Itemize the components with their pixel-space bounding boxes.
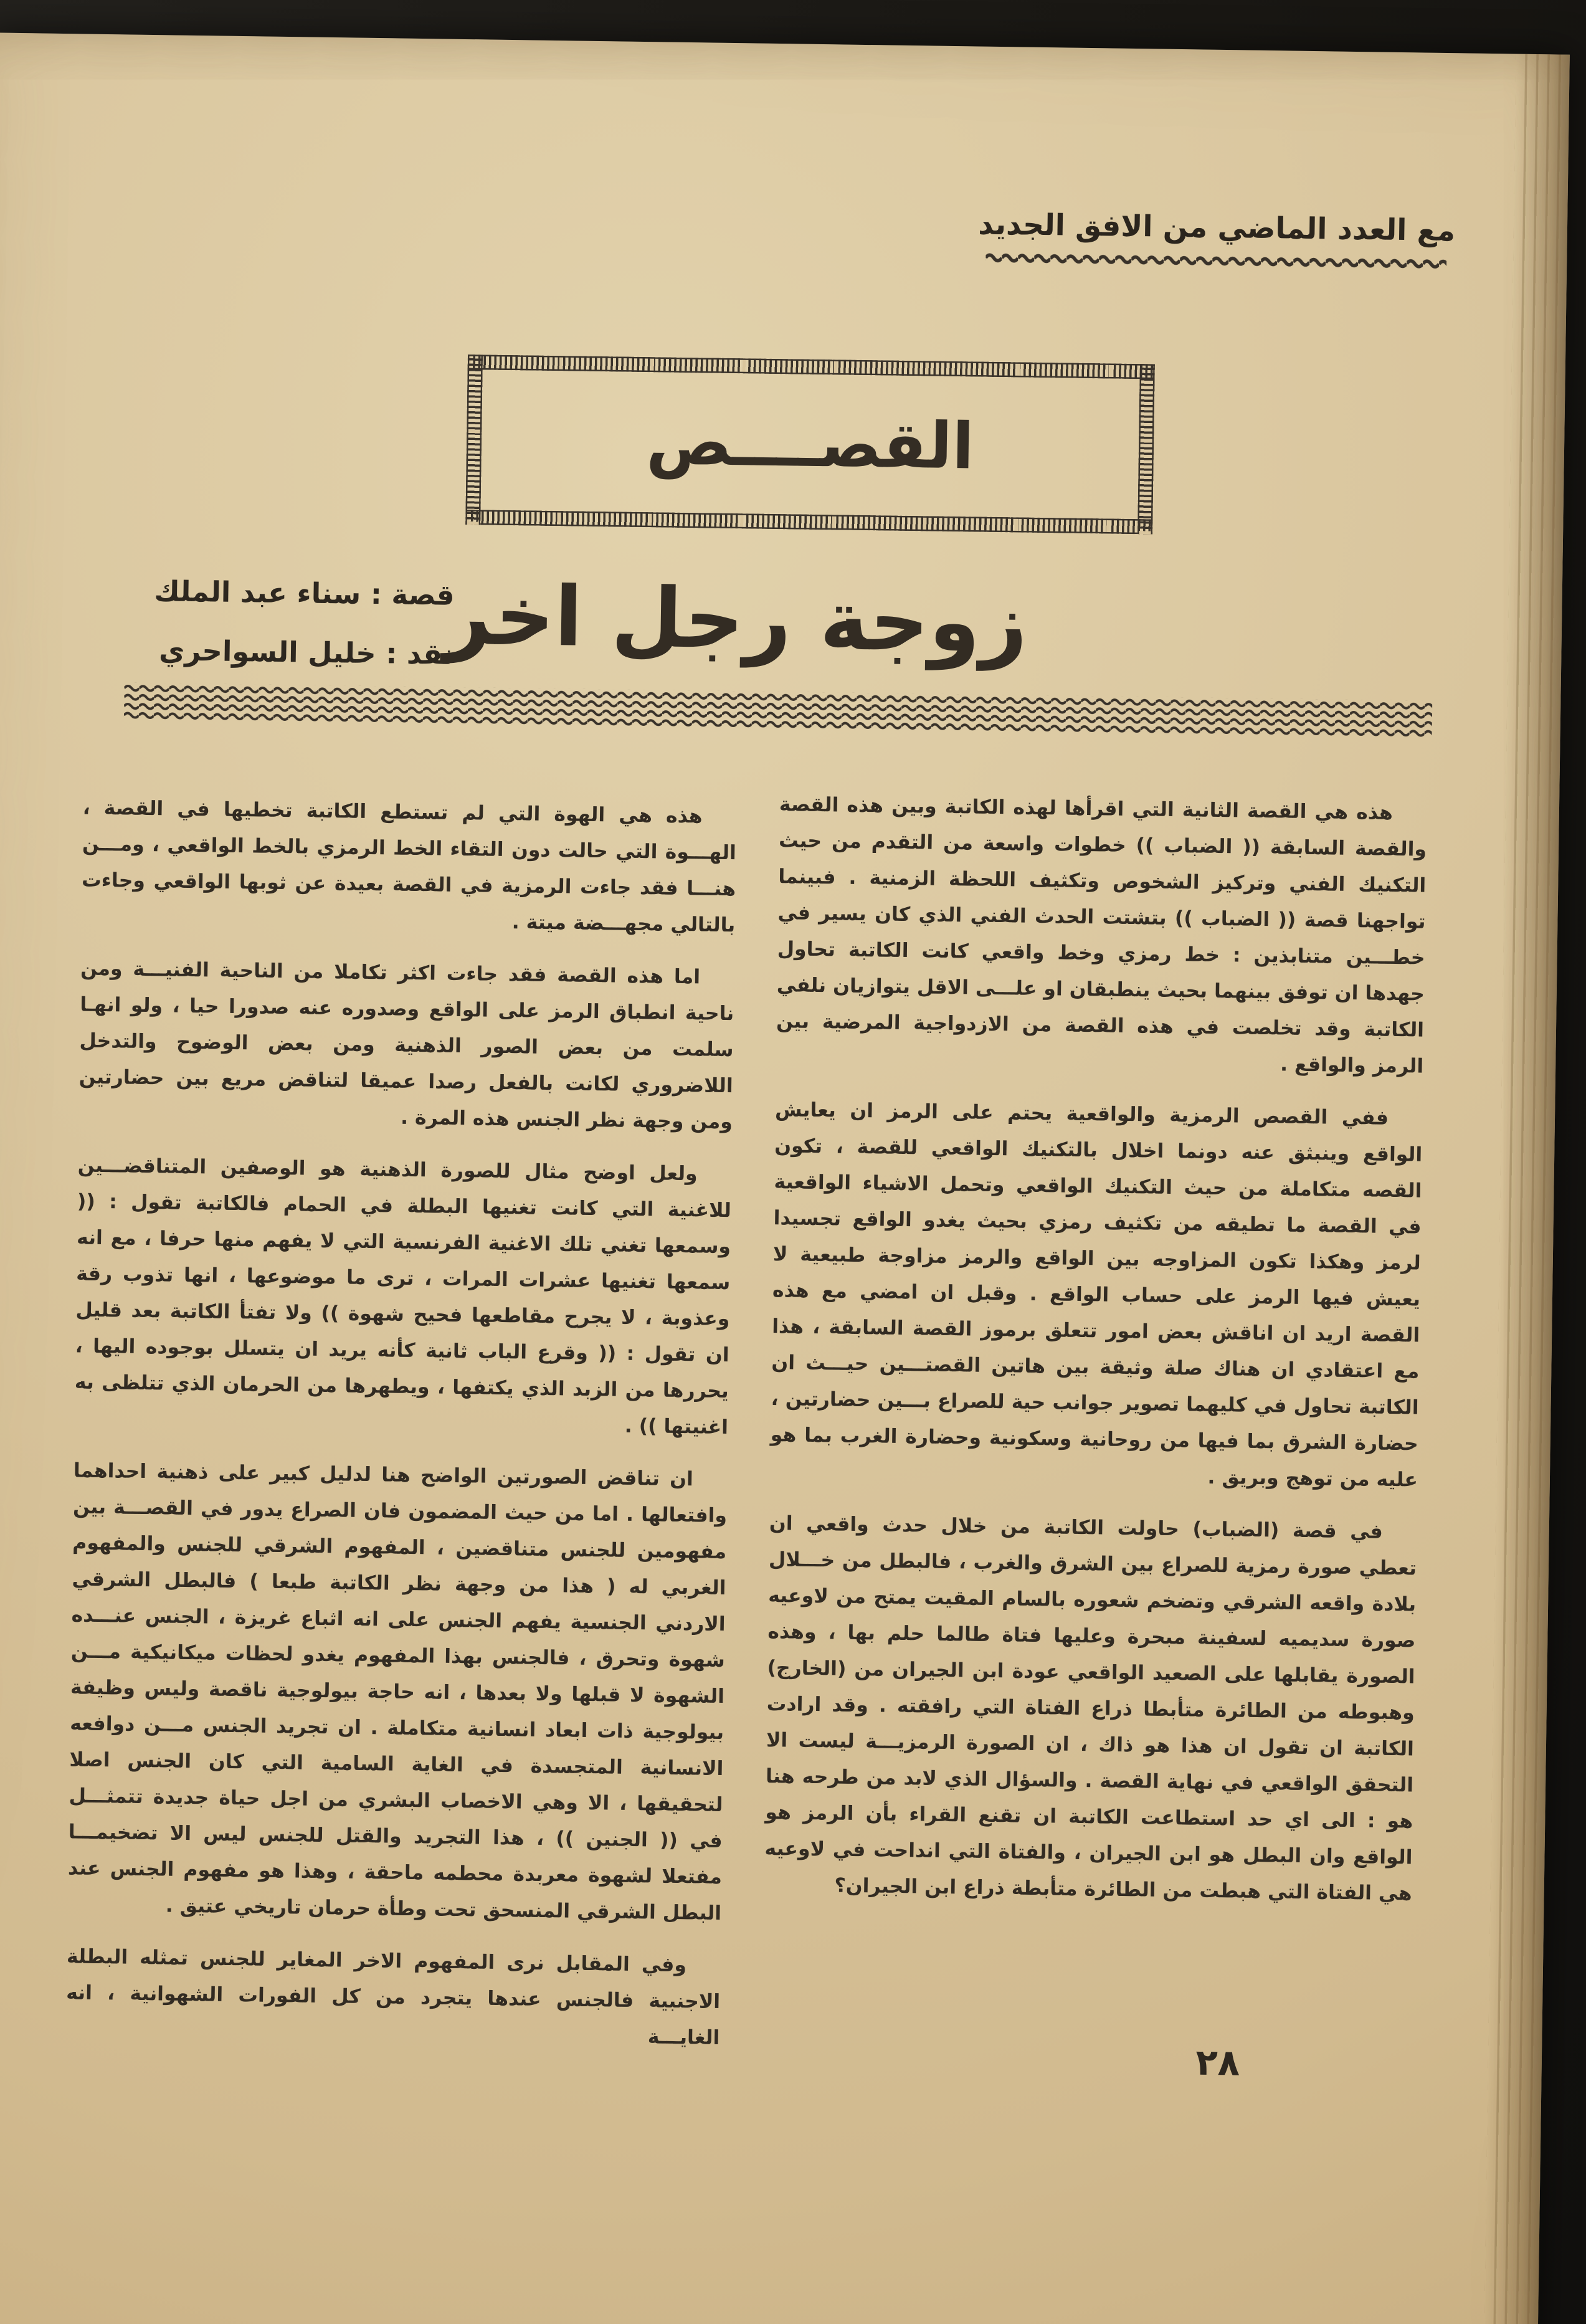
section-title-box — [465, 355, 1155, 534]
page-edge-shadow — [1483, 54, 1569, 2324]
credit-story-author: قصة : سناء عبد الملك — [154, 574, 455, 612]
article-title: زوجة رجل اخر — [443, 567, 1028, 672]
column-left — [65, 790, 737, 2056]
paragraph: هذه هي الهوة التي لم تستطع الكاتبة تخطيها في القصة ، الهـــوة التي حالت دون التقاء الخط الرمزي بالخط الواقعي ، ومـــن هنـــا فقد جاءت الرمزية في القصة بعيدة عن ثوبها الواقعي وجاءت بالتالي مجهـــضة ميتة . — [81, 796, 737, 937]
masthead — [977, 207, 1455, 270]
masthead-title: مع العدد الماضي من الافق الجديد — [977, 207, 1456, 249]
box-border-right — [1137, 364, 1155, 534]
wavy-underline — [985, 250, 1446, 269]
magazine-page — [0, 32, 1570, 2324]
wavy-separator — [124, 682, 1433, 736]
credits-block — [154, 561, 455, 684]
column-right — [764, 786, 1427, 1912]
section-title: القصــــص — [645, 405, 975, 484]
paragraph: ولعل اوضح مثال للصورة الذهنية هو الوصفين المتناقضـــين للاغنية التي كانت تغنيها البطلة في الحمام فالكاتبة تقول : (( وسمعها تغني تلك الاغنية الفرنسية التي لا يفهم منها حرفا ، مع انه سمعها تغنيها عشرات المرات ، ترى ما موضوعها ، انها تذوب رقة وعذوبة ، لا يجرح مقاطعها فحيح شهوة )) ولا تفتأ الكاتبة بعد قليل ان تقول : (( وقرع الباب ثانية كأنه يريد ان يتسلل بوجوده اليها ، يحررها من الزبد الذي يكتفها ، ويطهرها من الحرمان الذي تتلظى به اغنيتها )) . — [74, 1154, 732, 1439]
paragraph: ففي القصص الرمزية والواقعية يحتم على الرمز ان يعايش الواقع وينبثق عنه دونما اخلال بالتكنيك الواقعي للقصة ، تكون القصه متكاملة من حيث التكنيك الواقعي وتحمل الاشياء الواقعية في القصة ما تطيقه من تكثيف رمزي بحيث يغدو الواقع تجسيدا لرمز وهكذا تكون المزاوجه بين الواقع والرمز مزاوجة طبيعية لا يعيش فيها الرمز على حساب الواقع . وقبل ان امضي مع هذه القصة اريد ان اناقش بعض امور تتعلق برموز القصة السابقة ، هذا مع اعتقادي ان هناك صلة وثيقة بين هاتين القصتـــين حيـــث ان الكاتبة تحاول في كليهما تصوير جوانب حية للصراع بـــين حضارتين ، حضارة الشرق بما فيها من روحانية وسكونية وحضارة الغرب بما هو عليه من توهج وبريق . — [770, 1098, 1423, 1492]
page-number: ٢٨ — [1195, 2041, 1240, 2084]
paragraph: في قصة (الضباب) حاولت الكاتبة من خلال حدث واقعي ان تعطي صورة رمزية للصراع بين الشرق والغرب ، فالبطل من خـــلال بلادة واقعه الشرقي وتضخم شعوره بالسام المقيت يمتح من لاوعيه صورة سديميه لسفينة مبحرة وعليها فتاة طالما حلم بها ، وهذه الصورة يقابلها على الصعيد الواقعي عودة ابن الجيران من (الخارج) وهبوطه من الطائرة متأبطا ذراع الفتاة التي رافقته . وقد ارادت الكاتبة ان تقول ان هذا هو ذاك ، ان الصورة الرمزيـــة ليست الا التحقق الواقعي في نهاية القصة . والسؤال الذي لابد من طرحه هنا هو : الى اي حد استطاعت الكاتبة ان تقنع القراء بأن الرمز هو الواقع وان البطل هو ابن الجيران ، والفتاة التي انداحت في لاوعيه هي الفتاة التي هبطت من الطائرة متأبطة ذراع ابن الجيران؟ — [764, 1512, 1417, 1905]
paragraph: اما هذه القصة فقد جاءت اكثر تكاملا من الناحية الفنيـــة ومن ناحية انطباق الرمز على الواقع وصدوره عنه صدورا حيا ، ولو انهـا سلمت من بعض الصور الذهنية ومن بعض الوضوح والتدخل اللاضروري لكانت بالفعل رصدا عميقا لتناقض مريع بين حضارتين ومن وجهة نظر الجنس هذه المرة . — [78, 957, 734, 1134]
paragraph: ان تناقض الصورتين الواضح هنا لدليل كبير على ذهنية احداهما وافتعالها . اما من حيث المضمون فان الصراع يدور في القصـــة بين مفهومين للجنس متناقضين ، المفهوم الشرقي للجنس والمفهوم الغربي له ( هذا من وجهة نظر الكاتبة طبعا ) فالبطل الشرقي الاردني الجنسية يفهم الجنس على انه اثباع غريزة ، الجنس عنـــده شهوة وتحرق ، فالجنس بهذا المفهوم يغدو لحظات ميكانيكية مـــن الشهوة لا قبلها ولا بعدها ، انه حاجة بيولوجية ناقصة وليس وظيفة بيولوجية ذات ابعاد انسانية متكاملة . ان تجريد الجنس مـــن دوافعه الانسانية المتجسدة في الغاية السامية التي كان الجنس اصلا لتحقيقها ، الا وهي الاخصاب البشري من اجل حياة جديدة تتمثـــل في (( الجنين )) ، هذا التجريد والقتل للجنس ليس الا تضخيمـــا مفتعلا لشهوة معربدة محطمه ماحقة ، وهذا هو مفهوم الجنس عند البطل الشرقي المنسحق تحت وطأة حرمان تاريخي عتيق . — [67, 1459, 728, 1925]
paragraph: هذه هي القصة الثانية التي اقرأها لهذه الكاتبة وبين هذه القصة والقصة السابقة (( الضباب )) خطوات واسعة من التقدم من حيث التكنيك الفني وتركيز الشخوص وتكثيف اللحظة الزمنية . فبينما تواجهنا قصة (( الضباب )) بتشتت الحدث الفني الذي كان يسير في خطـــين متنابذين : خط رمزي وخط واقعي كانت الكاتبة تحاول جهدها ان توفق بينهما بحيث ينطبقان او علـــى الاقل يتوازيان نلفي الكاتبة وقد تخلصت في هذه القصة من الازدواجية المرضية بين الرمز والواقع . — [776, 793, 1427, 1078]
paragraph: وفي المقابل نرى المفهوم الاخر المغاير للجنس تمثله البطلة الاجنبية فالجنس عندها يتجرد من كل الفورات الشهوانية ، انه الغايـــة — [65, 1945, 721, 2049]
credit-critic: نقد : خليل السواحري — [158, 634, 454, 671]
